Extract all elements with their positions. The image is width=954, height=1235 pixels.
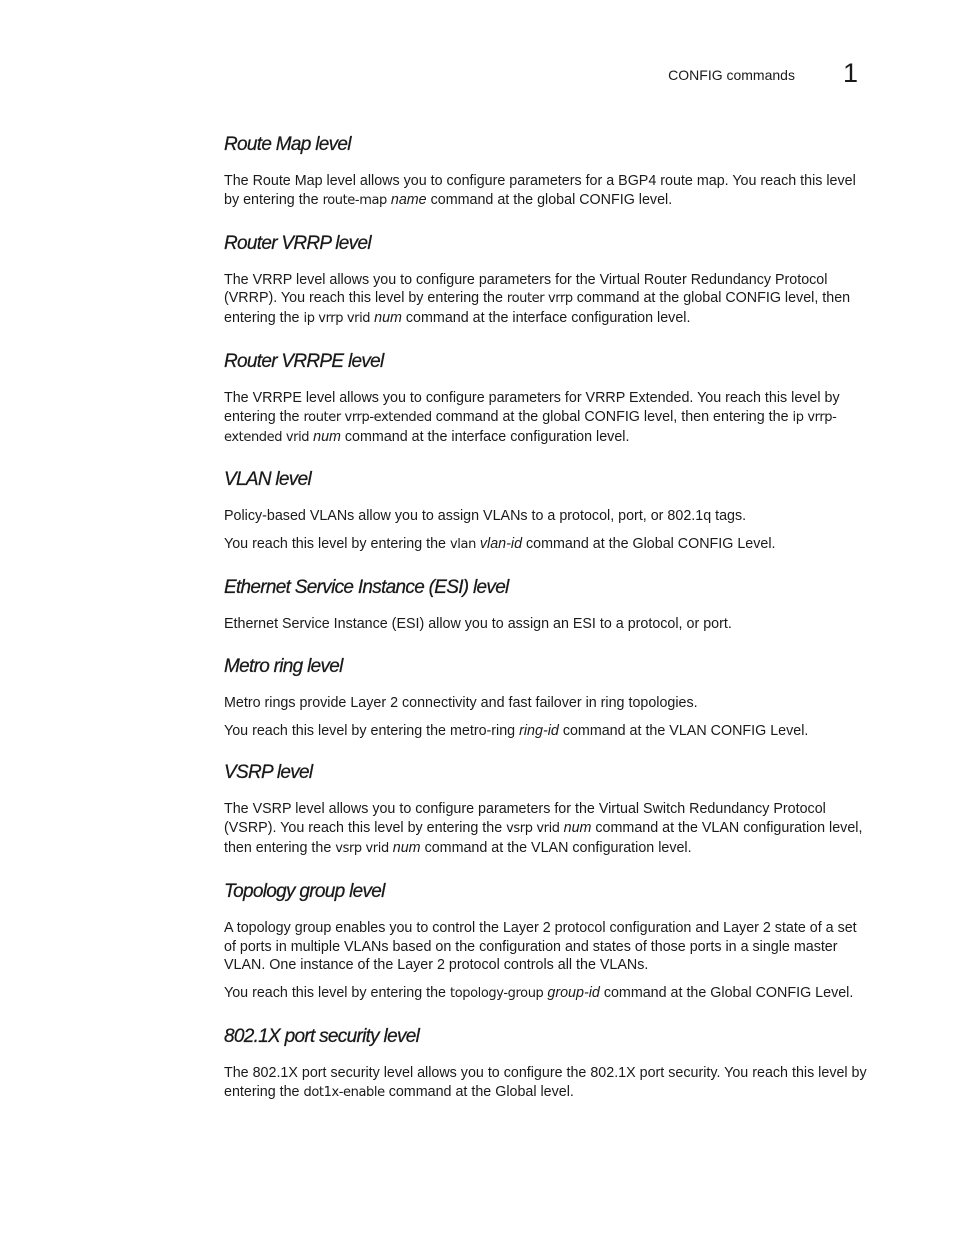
section-paragraph bbox=[224, 507, 868, 526]
command-argument: num bbox=[563, 820, 592, 837]
section bbox=[224, 879, 868, 1004]
body-text: command at the interface configuration level. bbox=[401, 310, 691, 327]
section-heading: Ethernet Service Instance (ESI) level bbox=[224, 576, 509, 598]
body-text: command at the interface configuration level. bbox=[340, 428, 630, 445]
section-paragraph bbox=[224, 984, 868, 1004]
chapter-number: 1 bbox=[842, 57, 858, 88]
body-text: command at the VLAN CONFIG Level. bbox=[558, 722, 809, 739]
command-keyword: router vrrp bbox=[506, 291, 573, 307]
section-paragraph bbox=[224, 919, 868, 975]
command-keyword: vlan bbox=[450, 537, 476, 553]
section-heading: VLAN level bbox=[224, 469, 311, 491]
command-keyword: ip vrrp-extended vrid bbox=[224, 409, 837, 445]
body-text: command at the VLAN configuration level, then entering the bbox=[224, 820, 863, 856]
command-argument: num bbox=[313, 428, 341, 445]
main-content bbox=[224, 132, 868, 1112]
section-heading: Topology group level bbox=[224, 880, 385, 902]
body-text: command at the global CONFIG level, then entering the bbox=[224, 290, 851, 327]
section-heading: Router VRRPE level bbox=[224, 350, 384, 372]
body-text: command at the global CONFIG level, then entering the bbox=[431, 408, 793, 425]
body-text: A topology group enables you to control the Layer 2 protocol configuration and Layer 2 state of a set of ports in multiple VLANs based on the configuration and states of those ports in a single master VLAN. One instance of the Layer 2 protocol controls all the VLANs. bbox=[224, 919, 857, 974]
command-keyword: router vrrp-extended bbox=[303, 409, 432, 425]
body-text: Metro rings provide Layer 2 connectivity and fast failover in ring topologies. bbox=[224, 694, 698, 711]
body-text: command at the Global CONFIG Level. bbox=[522, 536, 776, 553]
section bbox=[224, 349, 868, 447]
body-text: command at the VLAN configuration level. bbox=[420, 839, 692, 856]
section-paragraph bbox=[224, 694, 868, 713]
section-paragraph bbox=[224, 389, 868, 447]
body-text: The 802.1X port security level allows you to configure the 802.1X port security. You reach this level by entering the bbox=[224, 1064, 867, 1100]
section-paragraph bbox=[224, 172, 868, 211]
body-text: The VRRP level allows you to configure parameters for the Virtual Router Redundancy Protocol (VRRP). You reach this level by entering the bbox=[224, 271, 828, 307]
command-argument: name bbox=[390, 191, 427, 208]
command-argument: ring-id bbox=[519, 722, 559, 739]
body-text: The Route Map level allows you to configure parameters for a BGP4 route map. You reach this level by entering the bbox=[224, 173, 856, 208]
section bbox=[224, 760, 868, 858]
body-text: Policy-based VLANs allow you to assign VLANs to a protocol, port, or 802.1q tags. bbox=[224, 508, 747, 525]
section-heading: Metro ring level bbox=[224, 655, 343, 677]
page-header bbox=[668, 56, 858, 90]
header-title: CONFIG commands bbox=[668, 67, 795, 83]
section-heading: Route Map level bbox=[224, 134, 351, 155]
body-text: The VSRP level allows you to configure parameters for the Virtual Switch Redundancy Protocol (VSRP). You reach this level by entering the bbox=[224, 801, 826, 837]
body-text: You reach this level by entering the bbox=[224, 985, 450, 1002]
section-paragraph bbox=[224, 722, 868, 741]
section-paragraph bbox=[224, 271, 868, 329]
section-paragraph bbox=[224, 800, 868, 858]
section-paragraph bbox=[224, 535, 868, 555]
section bbox=[224, 132, 868, 211]
body-text: command at the Global CONFIG Level. bbox=[599, 985, 854, 1002]
command-keyword: topology-group bbox=[450, 986, 544, 1002]
body-text: command at the global CONFIG level. bbox=[426, 191, 673, 208]
section bbox=[224, 231, 868, 329]
body-text: The VRRPE level allows you to configure parameters for VRRP Extended. You reach this level by entering the bbox=[224, 389, 840, 425]
section bbox=[224, 575, 868, 634]
body-text: command at the Global level. bbox=[384, 1083, 574, 1100]
section-paragraph bbox=[224, 615, 868, 634]
section-heading: VSRP level bbox=[224, 762, 313, 784]
command-keyword: dot1x-enable bbox=[303, 1084, 385, 1100]
command-argument: group-id bbox=[547, 985, 600, 1002]
command-keyword: route-map bbox=[322, 192, 387, 208]
section-paragraph bbox=[224, 1064, 868, 1103]
command-argument: vlan-id bbox=[479, 536, 523, 553]
body-text: You reach this level by entering the bbox=[224, 536, 450, 553]
command-argument: num bbox=[392, 839, 421, 856]
body-text: You reach this level by entering the metro-ring bbox=[224, 722, 520, 739]
body-text: Ethernet Service Instance (ESI) allow you to assign an ESI to a protocol, or port. bbox=[224, 615, 732, 632]
command-argument: num bbox=[374, 310, 402, 327]
section bbox=[224, 654, 868, 741]
section bbox=[224, 1024, 868, 1103]
command-keyword: vsrp vrid bbox=[335, 840, 389, 856]
section bbox=[224, 467, 868, 555]
section-heading: 802.1X port security level bbox=[224, 1025, 420, 1047]
command-keyword: ip vrrp vrid bbox=[303, 311, 371, 327]
section-heading: Router VRRP level bbox=[224, 232, 371, 254]
command-keyword: vsrp vrid bbox=[506, 821, 560, 837]
